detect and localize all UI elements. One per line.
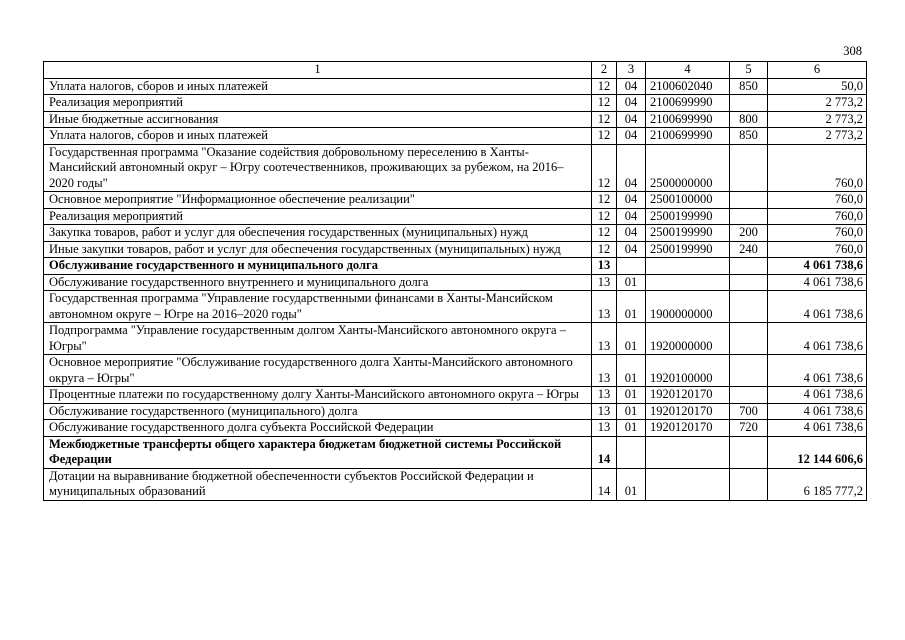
row-amount: 2 773,2: [768, 128, 867, 145]
row-name: Основное мероприятие "Информационное обеспечение реализации": [44, 192, 592, 209]
row-subsection: 01: [617, 355, 646, 387]
row-target-article: 2500199990: [646, 241, 730, 258]
row-target-article: 2500100000: [646, 192, 730, 209]
header-col-5: 5: [730, 62, 768, 79]
row-subsection: 04: [617, 241, 646, 258]
row-expense-type: [730, 95, 768, 112]
table-row: [44, 128, 867, 145]
row-amount: 4 061 738,6: [768, 355, 867, 387]
row-section: 12: [592, 192, 617, 209]
row-target-article: [646, 258, 730, 275]
row-name: Основное мероприятие "Обслуживание государственного долга Ханты-Мансийского автономного округа – Югры": [44, 355, 592, 387]
table-body: [44, 78, 867, 500]
row-subsection: 04: [617, 128, 646, 145]
table-row: [44, 78, 867, 95]
row-section: 13: [592, 274, 617, 291]
table-row: [44, 387, 867, 404]
header-col-2: 2: [592, 62, 617, 79]
row-subsection: 04: [617, 144, 646, 192]
row-section: 12: [592, 95, 617, 112]
row-name: Закупка товаров, работ и услуг для обеспечения государственных (муниципальных) нужд: [44, 225, 592, 242]
row-name: Реализация мероприятий: [44, 95, 592, 112]
row-subsection: 01: [617, 468, 646, 500]
row-amount: 760,0: [768, 192, 867, 209]
row-expense-type: 720: [730, 420, 768, 437]
row-name: Уплата налогов, сборов и иных платежей: [44, 78, 592, 95]
table-row: [44, 468, 867, 500]
page-number: 308: [843, 44, 862, 58]
row-subsection: 01: [617, 291, 646, 323]
row-target-article: 1920000000: [646, 323, 730, 355]
header-col-6: 6: [768, 62, 867, 79]
row-name: Межбюджетные трансферты общего характера бюджетам бюджетной системы Российской Федерации: [44, 436, 592, 468]
row-amount: 2 773,2: [768, 95, 867, 112]
row-expense-type: 700: [730, 403, 768, 420]
table-row: [44, 420, 867, 437]
row-amount: 4 061 738,6: [768, 420, 867, 437]
row-subsection: 01: [617, 274, 646, 291]
row-amount: 4 061 738,6: [768, 323, 867, 355]
row-expense-type: 200: [730, 225, 768, 242]
row-subsection: 04: [617, 111, 646, 128]
row-amount: 760,0: [768, 241, 867, 258]
row-expense-type: [730, 323, 768, 355]
row-subsection: 04: [617, 192, 646, 209]
row-section: 13: [592, 291, 617, 323]
row-expense-type: [730, 208, 768, 225]
row-name: Иные закупки товаров, работ и услуг для обеспечения государственных (муниципальных) нужд: [44, 241, 592, 258]
row-target-article: 2100699990: [646, 95, 730, 112]
row-section: 12: [592, 225, 617, 242]
row-amount: 50,0: [768, 78, 867, 95]
row-amount: 4 061 738,6: [768, 274, 867, 291]
row-name: Иные бюджетные ассигнования: [44, 111, 592, 128]
row-expense-type: [730, 258, 768, 275]
row-subsection: 04: [617, 208, 646, 225]
row-target-article: 1920120170: [646, 420, 730, 437]
row-name: Процентные платежи по государственному долгу Ханты-Мансийского автономного округа – Югры: [44, 387, 592, 404]
table-row: [44, 241, 867, 258]
row-target-article: 1900000000: [646, 291, 730, 323]
table-row: [44, 95, 867, 112]
row-name: Подпрограмма "Управление государственным долгом Ханты-Мансийского автономного округа – Югры": [44, 323, 592, 355]
table-row: [44, 225, 867, 242]
row-expense-type: 800: [730, 111, 768, 128]
row-amount: 6 185 777,2: [768, 468, 867, 500]
row-amount: 760,0: [768, 208, 867, 225]
row-amount: 2 773,2: [768, 111, 867, 128]
row-amount: 760,0: [768, 144, 867, 192]
row-target-article: 2500199990: [646, 225, 730, 242]
row-amount: 4 061 738,6: [768, 403, 867, 420]
row-expense-type: [730, 355, 768, 387]
row-name: Обслуживание государственного и муниципального долга: [44, 258, 592, 275]
row-expense-type: [730, 192, 768, 209]
row-expense-type: [730, 468, 768, 500]
row-section: 13: [592, 420, 617, 437]
row-target-article: 2100602040: [646, 78, 730, 95]
table-row: [44, 403, 867, 420]
row-amount: 4 061 738,6: [768, 258, 867, 275]
row-subsection: 01: [617, 387, 646, 404]
row-section: 12: [592, 111, 617, 128]
row-name: Реализация мероприятий: [44, 208, 592, 225]
table-row: [44, 291, 867, 323]
row-subsection: 01: [617, 420, 646, 437]
row-section: 13: [592, 258, 617, 275]
budget-table: [43, 61, 867, 501]
row-section: 13: [592, 323, 617, 355]
row-amount: 760,0: [768, 225, 867, 242]
row-subsection: 01: [617, 403, 646, 420]
row-expense-type: 850: [730, 128, 768, 145]
row-section: 13: [592, 355, 617, 387]
header-row: [44, 62, 867, 79]
row-subsection: 01: [617, 323, 646, 355]
row-section: 13: [592, 403, 617, 420]
row-name: Обслуживание государственного (муниципального) долга: [44, 403, 592, 420]
row-section: 12: [592, 241, 617, 258]
row-target-article: [646, 468, 730, 500]
row-section: 14: [592, 436, 617, 468]
row-name: Государственная программа "Управление государственными финансами в Ханты-Мансийском автономном округе – Югре на 2016–2020 годы": [44, 291, 592, 323]
row-section: 12: [592, 144, 617, 192]
row-name: Обслуживание государственного долга субъекта Российской Федерации: [44, 420, 592, 437]
row-expense-type: [730, 144, 768, 192]
header-col-1: 1: [44, 62, 592, 79]
row-section: 12: [592, 208, 617, 225]
row-expense-type: [730, 436, 768, 468]
row-target-article: 1920120170: [646, 387, 730, 404]
row-name: Обслуживание государственного внутреннего и муниципального долга: [44, 274, 592, 291]
row-target-article: 2100699990: [646, 111, 730, 128]
row-expense-type: 240: [730, 241, 768, 258]
row-amount: 4 061 738,6: [768, 387, 867, 404]
row-amount: 12 144 606,6: [768, 436, 867, 468]
row-name: Дотации на выравнивание бюджетной обеспеченности субъектов Российской Федерации и муниципальных образований: [44, 468, 592, 500]
row-target-article: 1920120170: [646, 403, 730, 420]
row-name: Уплата налогов, сборов и иных платежей: [44, 128, 592, 145]
table-row: [44, 144, 867, 192]
row-name: Государственная программа "Оказание содействия добровольному переселению в Ханты-Мансийский автономный округ – Югру соотечественников, проживающих за рубежом, на 2016–2020 годы": [44, 144, 592, 192]
row-section: 14: [592, 468, 617, 500]
row-target-article: 2500000000: [646, 144, 730, 192]
row-expense-type: [730, 291, 768, 323]
row-section: 13: [592, 387, 617, 404]
row-expense-type: [730, 387, 768, 404]
row-subsection: [617, 436, 646, 468]
row-target-article: [646, 436, 730, 468]
row-section: 12: [592, 78, 617, 95]
table-row: [44, 111, 867, 128]
row-section: 12: [592, 128, 617, 145]
row-amount: 4 061 738,6: [768, 291, 867, 323]
header-col-3: 3: [617, 62, 646, 79]
table-row: [44, 355, 867, 387]
row-subsection: 04: [617, 225, 646, 242]
table-row: [44, 274, 867, 291]
table-header: [44, 62, 867, 79]
row-target-article: [646, 274, 730, 291]
row-target-article: 1920100000: [646, 355, 730, 387]
table-row: [44, 208, 867, 225]
table-row: [44, 192, 867, 209]
row-subsection: 04: [617, 78, 646, 95]
row-expense-type: [730, 274, 768, 291]
table-row: [44, 258, 867, 275]
row-target-article: 2100699990: [646, 128, 730, 145]
table-row: [44, 436, 867, 468]
row-subsection: [617, 258, 646, 275]
row-target-article: 2500199990: [646, 208, 730, 225]
row-subsection: 04: [617, 95, 646, 112]
header-col-4: 4: [646, 62, 730, 79]
table-row: [44, 323, 867, 355]
row-expense-type: 850: [730, 78, 768, 95]
